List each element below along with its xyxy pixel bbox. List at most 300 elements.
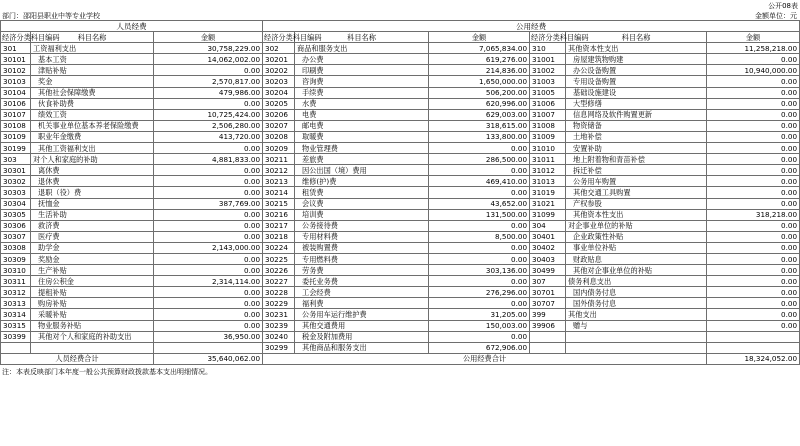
table-row: [1, 276, 800, 287]
amount-cell: 0.00: [154, 187, 263, 198]
item-name-cell: 赠与: [566, 320, 707, 331]
amount-cell: 0.00: [707, 320, 800, 331]
item-name-cell: 公务用车运行维护费: [295, 309, 429, 320]
table-row: [1, 87, 800, 98]
item-name-cell: 房屋建筑物购建: [566, 54, 707, 65]
table-row: [1, 309, 800, 320]
item-name-cell: 福利费: [295, 298, 429, 309]
table-row: [1, 187, 800, 198]
amount-cell: 0.00: [707, 76, 800, 87]
item-name-cell: 抚恤金: [31, 198, 154, 209]
code-cell: [1, 342, 31, 353]
amount-cell: [154, 342, 263, 353]
item-name-cell: 土地补偿: [566, 131, 707, 142]
table-row: [1, 154, 800, 165]
item-name-cell: 办公设备购置: [566, 65, 707, 76]
table-row: [1, 176, 800, 187]
code-cell: [530, 331, 566, 342]
code-cell: 30401: [530, 231, 566, 242]
amount-cell: 10,725,424.00: [154, 109, 263, 120]
amount-cell: 0.00: [429, 143, 530, 154]
item-name-cell: 职业年金缴费: [31, 131, 154, 142]
amount-cell: 0.00: [154, 231, 263, 242]
amount-unit: 金额单位：元: [755, 12, 797, 20]
table-row: [1, 331, 800, 342]
amount-cell: 0.00: [707, 187, 800, 198]
code-cell: 31009: [530, 131, 566, 142]
item-name-cell: 被装购置费: [295, 242, 429, 253]
department-label: 部门：邵阳县职业中等专业学校: [2, 12, 100, 20]
code-cell: 31019: [530, 187, 566, 198]
amount-cell: 413,720.00: [154, 131, 263, 142]
code-cell: 30213: [263, 176, 295, 187]
amount-cell: 2,506,280.00: [154, 120, 263, 131]
amount-cell: 0.00: [154, 65, 263, 76]
amount-cell: 0.00: [429, 220, 530, 231]
code-cell: 31003: [530, 76, 566, 87]
item-name-cell: 因公出国（境）费用: [295, 165, 429, 176]
name-column-header: 科目名称: [566, 32, 707, 43]
table-row: [1, 165, 800, 176]
item-name-cell: 专用材料费: [295, 231, 429, 242]
table-row: [1, 98, 800, 109]
code-cell: 304: [530, 220, 566, 231]
personnel-total-value: 35,640,062.00: [154, 353, 263, 364]
code-cell: 31099: [530, 209, 566, 220]
code-cell: 399: [530, 309, 566, 320]
amount-cell: 286,500.00: [429, 154, 530, 165]
amount-cell: 4,881,833.00: [154, 154, 263, 165]
amount-cell: 0.00: [429, 298, 530, 309]
amount-cell: 318,615.00: [429, 120, 530, 131]
item-name-cell: 其他资本性支出: [566, 43, 707, 54]
item-name-cell: 委托业务费: [295, 276, 429, 287]
item-name-cell: 其他对个人和家庭的补助支出: [31, 331, 154, 342]
code-cell: 301: [1, 43, 31, 54]
code-cell: 30312: [1, 287, 31, 298]
item-name-cell: 绩效工资: [31, 109, 154, 120]
table-note: 注：本表反映部门本年度一般公共预算财政拨款基本支出明细情况。: [2, 367, 212, 376]
table-row: [1, 131, 800, 142]
code-cell: 30313: [1, 298, 31, 309]
table-row: [1, 198, 800, 209]
amount-cell: 10,940,000.00: [707, 65, 800, 76]
code-cell: 30301: [1, 165, 31, 176]
code-cell: 30303: [1, 187, 31, 198]
code-cell: 31013: [530, 176, 566, 187]
amount-cell: 0.00: [429, 242, 530, 253]
code-cell: 30109: [1, 131, 31, 142]
amount-cell: 0.00: [707, 287, 800, 298]
code-cell: 30229: [263, 298, 295, 309]
item-name-cell: 助学金: [31, 242, 154, 253]
code-cell: 31008: [530, 120, 566, 131]
code-cell: 30205: [263, 98, 295, 109]
code-cell: 39906: [530, 320, 566, 331]
item-name-cell: 印刷费: [295, 65, 429, 76]
item-name-cell: 物业服务补贴: [31, 320, 154, 331]
item-name-cell: 离休费: [31, 165, 154, 176]
amount-cell: 506,200.00: [429, 87, 530, 98]
amount-cell: 43,652.00: [429, 198, 530, 209]
amount-cell: 0.00: [429, 253, 530, 264]
item-name-cell: 拆迁补偿: [566, 165, 707, 176]
amount-cell: 0.00: [707, 54, 800, 65]
amount-cell: [707, 331, 800, 342]
item-name-cell: 采暖补贴: [31, 309, 154, 320]
totals-row: [1, 353, 800, 364]
form-number: 公开08表: [768, 2, 798, 10]
item-name-cell: 其他商品和服务支出: [295, 342, 429, 353]
table-row: [1, 265, 800, 276]
amount-cell: 0.00: [707, 220, 800, 231]
item-name-cell: 退休费: [31, 176, 154, 187]
amount-cell: 469,410.00: [429, 176, 530, 187]
amount-cell: 2,570,817.00: [154, 76, 263, 87]
item-name-cell: 物资储备: [566, 120, 707, 131]
amount-cell: 620,996.00: [429, 98, 530, 109]
amount-cell: 14,062,002.00: [154, 54, 263, 65]
amount-cell: 629,003.00: [429, 109, 530, 120]
amount-cell: 0.00: [707, 198, 800, 209]
item-name-cell: 生产补贴: [31, 265, 154, 276]
code-cell: 30199: [1, 143, 31, 154]
amount-cell: 2,143,000.00: [154, 242, 263, 253]
amount-cell: 0.00: [429, 276, 530, 287]
item-name-cell: 财政贴息: [566, 253, 707, 264]
amount-cell: 0.00: [154, 98, 263, 109]
table-row: [1, 287, 800, 298]
amount-cell: [707, 342, 800, 353]
code-cell: 30228: [263, 287, 295, 298]
item-name-cell: 其他社会保障缴费: [31, 87, 154, 98]
amount-cell: 0.00: [154, 253, 263, 264]
item-name-cell: 物业管理费: [295, 143, 429, 154]
item-name-cell: 退职（役）费: [31, 187, 154, 198]
code-cell: 30107: [1, 109, 31, 120]
code-cell: 30201: [263, 54, 295, 65]
amount-cell: 0.00: [707, 231, 800, 242]
amount-cell: 0.00: [707, 154, 800, 165]
item-name-cell: 其他交通费用: [295, 320, 429, 331]
code-cell: 30216: [263, 209, 295, 220]
item-name-cell: 基础设施建设: [566, 87, 707, 98]
item-name-cell: 伙食补助费: [31, 98, 154, 109]
item-name-cell: 劳务费: [295, 265, 429, 276]
item-name-cell: 机关事业单位基本养老保险缴费: [31, 120, 154, 131]
item-name-cell: 商品和服务支出: [295, 43, 429, 54]
table-row: [1, 209, 800, 220]
item-name-cell: 办公费: [295, 54, 429, 65]
item-name-cell: 专用设备购置: [566, 76, 707, 87]
amount-cell: 672,906.00: [429, 342, 530, 353]
code-cell: [530, 342, 566, 353]
code-cell: 30108: [1, 120, 31, 131]
item-name-cell: 税金及附加费用: [295, 331, 429, 342]
item-name-cell: 其他交通工具购置: [566, 187, 707, 198]
amount-cell: 276,296.00: [429, 287, 530, 298]
item-name-cell: 救济费: [31, 220, 154, 231]
expenditure-table: [0, 20, 800, 365]
code-cell: 30207: [263, 120, 295, 131]
amount-cell: 2,314,114.00: [154, 276, 263, 287]
item-name-cell: 购房补贴: [31, 298, 154, 309]
amount-cell: 0.00: [154, 287, 263, 298]
amount-cell: 0.00: [429, 331, 530, 342]
item-name-cell: 生活补助: [31, 209, 154, 220]
table-row: [1, 231, 800, 242]
amount-cell: 8,500.00: [429, 231, 530, 242]
report-header: [0, 0, 800, 20]
item-name-cell: 奖励金: [31, 253, 154, 264]
table-row: [1, 220, 800, 231]
code-cell: 31011: [530, 154, 566, 165]
item-name-cell: 提租补贴: [31, 287, 154, 298]
code-cell: 30224: [263, 242, 295, 253]
amount-cell: 0.00: [154, 176, 263, 187]
amount-cell: 0.00: [707, 120, 800, 131]
code-cell: 30211: [263, 154, 295, 165]
code-cell: 30499: [530, 265, 566, 276]
table-row: [1, 342, 800, 353]
code-cell: 30102: [1, 65, 31, 76]
amount-cell: 0.00: [707, 98, 800, 109]
item-name-cell: 企业政策性补贴: [566, 231, 707, 242]
code-cell: 31010: [530, 143, 566, 154]
code-cell: 31001: [530, 54, 566, 65]
code-cell: 30239: [263, 320, 295, 331]
table-row: [1, 242, 800, 253]
item-name-cell: 差旅费: [295, 154, 429, 165]
code-cell: 30707: [530, 298, 566, 309]
item-name-cell: 电费: [295, 109, 429, 120]
item-name-cell: 信息网络及软件购置更新: [566, 109, 707, 120]
amount-cell: 619,276.00: [429, 54, 530, 65]
amount-cell: 11,258,218.00: [707, 43, 800, 54]
amount-cell: 0.00: [429, 187, 530, 198]
item-name-cell: 公务接待费: [295, 220, 429, 231]
amount-column-header: 金额: [707, 32, 800, 43]
item-name-cell: 取暖费: [295, 131, 429, 142]
amount-cell: 0.00: [707, 143, 800, 154]
item-name-cell: 产权参股: [566, 198, 707, 209]
amount-cell: 387,769.00: [154, 198, 263, 209]
amount-cell: 0.00: [154, 298, 263, 309]
code-cell: 30204: [263, 87, 295, 98]
code-cell: 30314: [1, 309, 31, 320]
code-cell: 30104: [1, 87, 31, 98]
amount-cell: 0.00: [154, 320, 263, 331]
code-cell: 30106: [1, 98, 31, 109]
code-cell: 303: [1, 154, 31, 165]
amount-column-header: 金额: [429, 32, 530, 43]
amount-cell: 0.00: [707, 109, 800, 120]
code-cell: 30101: [1, 54, 31, 65]
code-cell: 30208: [263, 131, 295, 142]
code-column-header: 经济分类科目编码: [2, 32, 60, 42]
item-name-cell: [566, 331, 707, 342]
public-total-value: 18,324,052.00: [707, 353, 800, 364]
code-cell: 302: [263, 43, 295, 54]
code-cell: 31007: [530, 109, 566, 120]
code-cell: 30212: [263, 165, 295, 176]
amount-cell: 0.00: [154, 143, 263, 154]
table-row: [1, 143, 800, 154]
amount-cell: 0.00: [154, 309, 263, 320]
amount-cell: 7,065,834.00: [429, 43, 530, 54]
code-column-header: 经济分类科目编码: [531, 32, 589, 42]
code-cell: 30310: [1, 265, 31, 276]
amount-cell: 1,650,000.00: [429, 76, 530, 87]
code-cell: 30309: [1, 253, 31, 264]
code-cell: 31021: [530, 198, 566, 209]
item-name-cell: 住房公积金: [31, 276, 154, 287]
item-name-cell: 国外债务付息: [566, 298, 707, 309]
code-cell: 30299: [263, 342, 295, 353]
table-row: [1, 65, 800, 76]
amount-cell: 0.00: [707, 265, 800, 276]
code-cell: 30227: [263, 276, 295, 287]
item-name-cell: 咨询费: [295, 76, 429, 87]
table-row: [1, 298, 800, 309]
item-name-cell: 医疗费: [31, 231, 154, 242]
item-name-cell: [566, 342, 707, 353]
name-column-header: 科目名称: [295, 32, 429, 43]
code-cell: 30202: [263, 65, 295, 76]
amount-cell: 131,500.00: [429, 209, 530, 220]
amount-cell: 0.00: [707, 242, 800, 253]
code-cell: 30399: [1, 331, 31, 342]
amount-cell: 0.00: [154, 265, 263, 276]
code-cell: 30402: [530, 242, 566, 253]
amount-column-header: 金额: [154, 32, 263, 43]
public-total-label: 公用经费合计: [263, 353, 707, 364]
amount-cell: 133,800.00: [429, 131, 530, 142]
item-name-cell: 水费: [295, 98, 429, 109]
code-cell: 30307: [1, 231, 31, 242]
code-cell: 310: [530, 43, 566, 54]
table-row: [1, 120, 800, 131]
code-cell: 30701: [530, 287, 566, 298]
item-name-cell: 公务用车购置: [566, 176, 707, 187]
item-name-cell: 邮电费: [295, 120, 429, 131]
code-cell: 30226: [263, 265, 295, 276]
item-name-cell: 安置补助: [566, 143, 707, 154]
personnel-total-label: 人员经费合计: [1, 353, 154, 364]
item-name-cell: 债务利息支出: [566, 276, 707, 287]
code-cell: 30215: [263, 198, 295, 209]
code-cell: 30206: [263, 109, 295, 120]
amount-cell: 318,218.00: [707, 209, 800, 220]
amount-cell: 0.00: [707, 309, 800, 320]
code-cell: 30305: [1, 209, 31, 220]
amount-cell: 0.00: [154, 165, 263, 176]
code-cell: 30311: [1, 276, 31, 287]
item-name-cell: 地上附着物和青苗补偿: [566, 154, 707, 165]
table-row: [1, 320, 800, 331]
code-cell: 31002: [530, 65, 566, 76]
item-name-cell: 基本工资: [31, 54, 154, 65]
code-cell: 30231: [263, 309, 295, 320]
amount-cell: 0.00: [429, 165, 530, 176]
amount-cell: 0.00: [707, 165, 800, 176]
amount-cell: 0.00: [707, 87, 800, 98]
amount-cell: 31,205.00: [429, 309, 530, 320]
column-header-row: [1, 32, 800, 43]
item-name-cell: 其他工资福利支出: [31, 143, 154, 154]
item-name-cell: 租赁费: [295, 187, 429, 198]
item-name-cell: 国内债务付息: [566, 287, 707, 298]
code-cell: 30217: [263, 220, 295, 231]
item-name-cell: 培训费: [295, 209, 429, 220]
amount-cell: 0.00: [707, 276, 800, 287]
table-row: [1, 76, 800, 87]
item-name-cell: 奖金: [31, 76, 154, 87]
code-cell: 30218: [263, 231, 295, 242]
code-column-header: 经济分类科目编码: [264, 32, 322, 42]
item-name-cell: [31, 342, 154, 353]
code-cell: 30209: [263, 143, 295, 154]
code-cell: 30308: [1, 242, 31, 253]
table-row: [1, 253, 800, 264]
amount-cell: 0.00: [707, 298, 800, 309]
code-cell: 30302: [1, 176, 31, 187]
amount-cell: 0.00: [154, 209, 263, 220]
code-cell: 30203: [263, 76, 295, 87]
item-name-cell: 其他资本性支出: [566, 209, 707, 220]
code-cell: 31012: [530, 165, 566, 176]
item-name-cell: 专用燃料费: [295, 253, 429, 264]
item-name-cell: 其他支出: [566, 309, 707, 320]
item-name-cell: 会议费: [295, 198, 429, 209]
code-cell: 30306: [1, 220, 31, 231]
item-name-cell: 事业单位补贴: [566, 242, 707, 253]
item-name-cell: 对企事业单位的补贴: [566, 220, 707, 231]
item-name-cell: 工资福利支出: [31, 43, 154, 54]
public-group-title: 公用经费: [263, 21, 800, 32]
item-name-cell: 津贴补贴: [31, 65, 154, 76]
table-row: [1, 54, 800, 65]
amount-cell: 0.00: [154, 220, 263, 231]
amount-cell: 0.00: [707, 176, 800, 187]
code-cell: 31005: [530, 87, 566, 98]
name-column-header: 科目名称: [31, 32, 154, 43]
code-cell: 30103: [1, 76, 31, 87]
item-name-cell: 对个人和家庭的补助: [31, 154, 154, 165]
code-cell: 30304: [1, 198, 31, 209]
amount-cell: 150,003.00: [429, 320, 530, 331]
code-cell: 31006: [530, 98, 566, 109]
amount-cell: 479,986.00: [154, 87, 263, 98]
code-cell: 30240: [263, 331, 295, 342]
table-row: [1, 43, 800, 54]
item-name-cell: 大型修缮: [566, 98, 707, 109]
amount-cell: 214,836.00: [429, 65, 530, 76]
item-name-cell: 维修(护)费: [295, 176, 429, 187]
amount-cell: 303,136.00: [429, 265, 530, 276]
code-cell: 30225: [263, 253, 295, 264]
code-cell: 30403: [530, 253, 566, 264]
amount-cell: 0.00: [707, 253, 800, 264]
code-cell: 30315: [1, 320, 31, 331]
personnel-group-title: 人员经费: [1, 21, 263, 32]
amount-cell: 0.00: [707, 131, 800, 142]
amount-cell: 36,950.00: [154, 331, 263, 342]
amount-cell: 30,758,229.00: [154, 43, 263, 54]
item-name-cell: 工会经费: [295, 287, 429, 298]
code-cell: 307: [530, 276, 566, 287]
item-name-cell: 手续费: [295, 87, 429, 98]
